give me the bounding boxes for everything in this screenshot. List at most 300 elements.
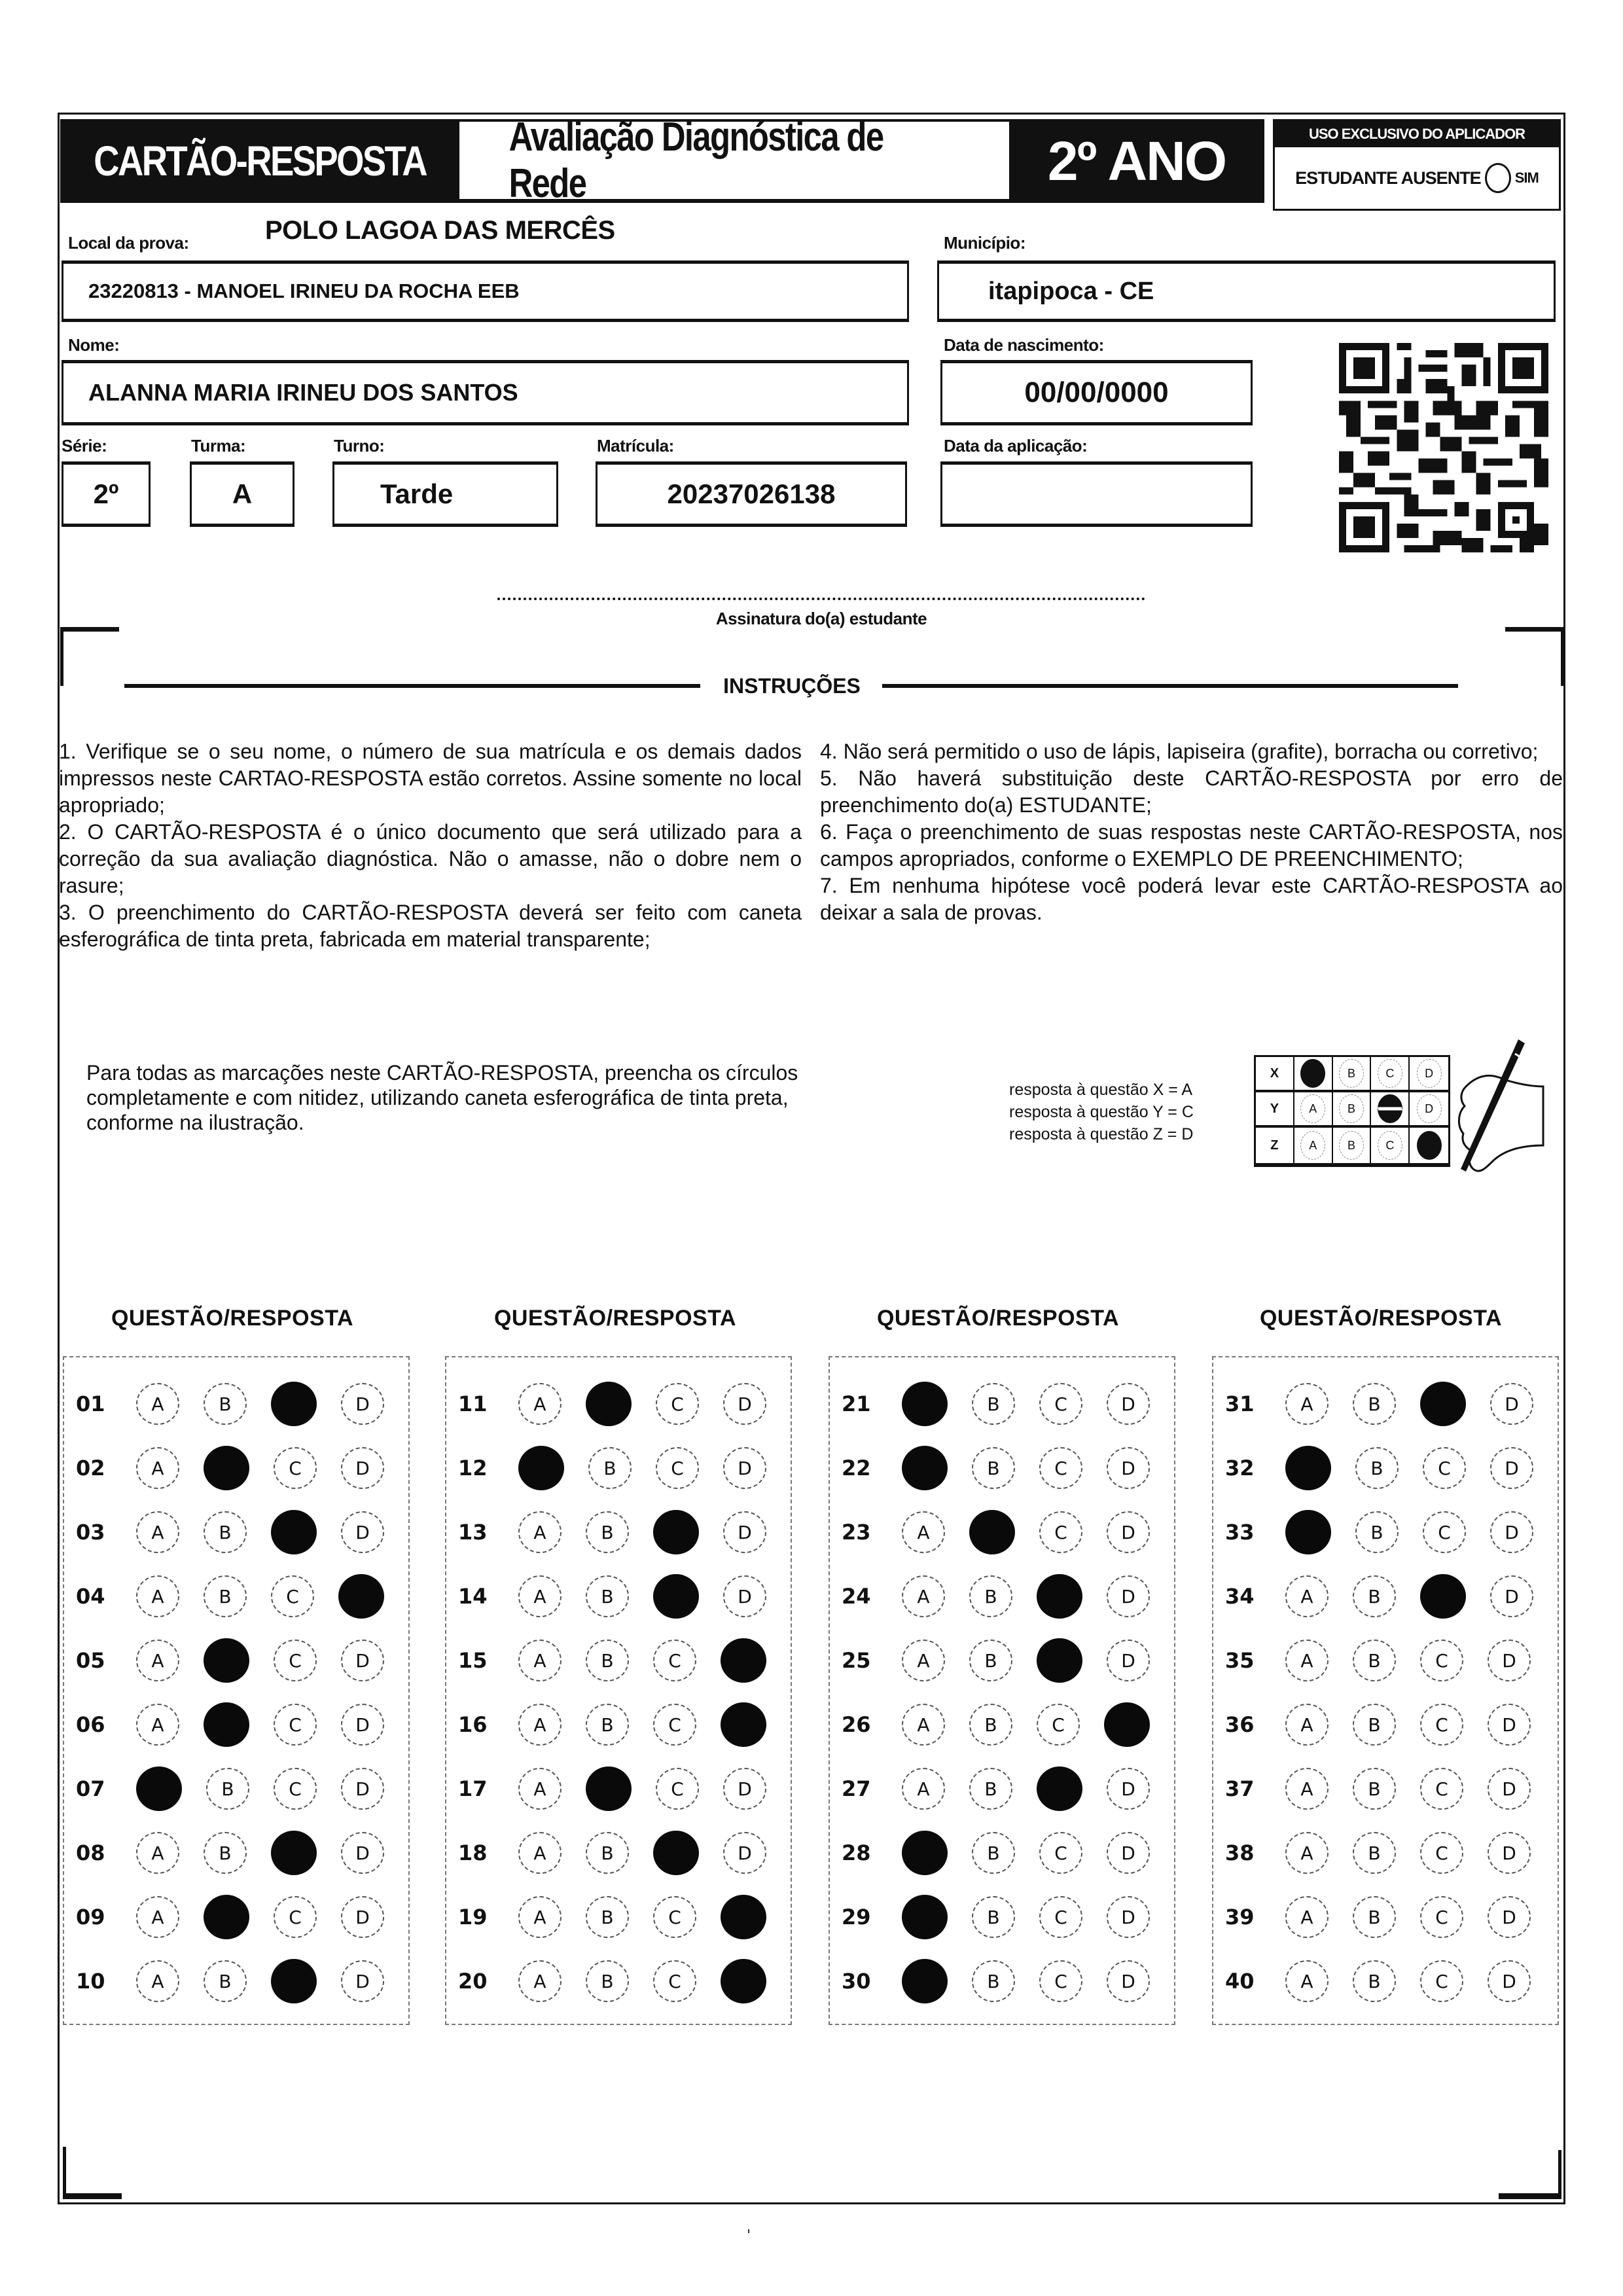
answer-bubble[interactable]: A	[902, 1575, 945, 1617]
answer-bubble-marked[interactable]	[586, 1767, 632, 1811]
nascimento-value: 00/00/0000	[1024, 376, 1169, 408]
answer-bubble[interactable]: D	[341, 1383, 384, 1425]
answer-bubble[interactable]: B	[1353, 1896, 1396, 1938]
answer-row	[446, 1693, 791, 1757]
answer-bubble[interactable]: A	[136, 1383, 179, 1425]
corner-mark-top-right	[1505, 627, 1564, 686]
answer-bubble-marked[interactable]	[653, 1574, 699, 1619]
answer-bubble[interactable]: D	[341, 1640, 384, 1681]
answer-bubble[interactable]: B	[204, 1511, 247, 1553]
turno-label: Turno:	[334, 436, 385, 456]
question-number: 12	[458, 1456, 488, 1480]
answer-row	[1213, 1436, 1558, 1500]
answer-bubble-marked[interactable]	[271, 1831, 317, 1875]
answer-bubble[interactable]: B	[206, 1768, 249, 1810]
answer-bubble[interactable]: D	[1490, 1447, 1533, 1489]
answers-header-3: QUESTÃO/RESPOSTA	[876, 1306, 1120, 1331]
answer-row	[1213, 1885, 1558, 1949]
answer-bubble[interactable]: C	[1420, 1704, 1463, 1746]
answer-row	[64, 1693, 408, 1757]
question-number: 14	[458, 1584, 488, 1609]
question-number: 18	[458, 1840, 488, 1865]
serie-label: Série:	[62, 436, 107, 456]
answer-bubble[interactable]: A	[136, 1575, 179, 1617]
answer-row	[1213, 1500, 1558, 1564]
answer-bubble[interactable]: B	[586, 1960, 629, 2002]
instructions-left	[59, 738, 802, 953]
answer-bubble-marked[interactable]	[1104, 1702, 1150, 1747]
answer-bubble[interactable]: B	[204, 1575, 247, 1617]
answer-block-1	[63, 1356, 410, 2025]
question-number: 26	[842, 1712, 871, 1737]
local-value: POLO LAGOA DAS MERCÊS	[265, 216, 615, 245]
question-number: 08	[76, 1840, 105, 1865]
answer-bubble[interactable]: C	[274, 1896, 317, 1938]
example-grid	[1254, 1055, 1450, 1167]
question-number: 09	[76, 1905, 105, 1929]
instructions-rule-right	[882, 684, 1458, 688]
answer-bubble[interactable]: D	[723, 1768, 766, 1810]
question-number: 04	[76, 1584, 105, 1609]
answer-row	[64, 1436, 408, 1500]
answer-bubble-marked[interactable]	[204, 1702, 249, 1747]
answer-bubble-marked[interactable]	[902, 1959, 948, 2003]
answer-bubble[interactable]: C	[656, 1383, 699, 1425]
example-bubble: D	[1417, 1094, 1442, 1123]
answer-bubble[interactable]: B	[586, 1640, 629, 1681]
answer-bubble[interactable]: A	[136, 1447, 179, 1489]
answer-bubble[interactable]: D	[1488, 1704, 1531, 1746]
answer-bubble-marked[interactable]	[1285, 1510, 1331, 1554]
answer-bubble-marked[interactable]	[204, 1638, 249, 1683]
answer-bubble[interactable]: C	[1039, 1511, 1082, 1553]
answer-bubble[interactable]: B	[1355, 1447, 1399, 1489]
answer-bubble[interactable]: B	[586, 1896, 629, 1938]
answer-bubble[interactable]: C	[1039, 1896, 1082, 1938]
example-bubble-filled	[1378, 1094, 1402, 1123]
answer-bubble[interactable]: C	[656, 1768, 699, 1810]
municipio-label: Município:	[944, 233, 1026, 253]
answer-row	[830, 1564, 1174, 1628]
answer-bubble[interactable]: B	[969, 1704, 1012, 1746]
applicator-box	[1273, 119, 1561, 211]
question-number: 20	[458, 1969, 488, 1994]
answer-bubble[interactable]: D	[1490, 1575, 1533, 1617]
answer-bubble[interactable]: D	[1107, 1511, 1150, 1553]
question-number: 37	[1225, 1776, 1255, 1801]
answer-bubble[interactable]: A	[1285, 1575, 1329, 1617]
question-number: 17	[458, 1776, 488, 1801]
example-bubble: B	[1339, 1131, 1364, 1160]
answer-bubble[interactable]: B	[588, 1447, 632, 1489]
turno-value: Tarde	[380, 478, 454, 509]
answer-bubble[interactable]: D	[1107, 1768, 1150, 1810]
answer-bubble[interactable]: C	[1039, 1447, 1082, 1489]
turma-value: A	[232, 478, 253, 509]
answer-bubble[interactable]: B	[969, 1768, 1012, 1810]
answer-bubble[interactable]: D	[341, 1960, 384, 2002]
answer-row	[64, 1500, 408, 1564]
answer-row	[446, 1500, 791, 1564]
answer-bubble[interactable]: B	[969, 1640, 1012, 1681]
nome-value: ALANNA MARIA IRINEU DOS SANTOS	[88, 379, 518, 406]
answer-bubble-marked[interactable]	[721, 1702, 766, 1747]
evaluation-title: Avaliação Diagnóstica de Rede	[459, 122, 1009, 199]
nome-label: Nome:	[68, 335, 120, 355]
answer-row	[830, 1757, 1174, 1821]
answer-row	[446, 1372, 791, 1436]
serie-field	[62, 461, 151, 527]
grade-label: 2º ANO	[1047, 130, 1226, 192]
answer-bubble[interactable]: C	[271, 1575, 314, 1617]
example-row-z	[1256, 1128, 1448, 1163]
example-bubble: C	[1378, 1059, 1402, 1088]
answer-bubble[interactable]: D	[341, 1511, 384, 1553]
instruction-1: 1. Verifique se o seu nome, o número de sua matrícula e os demais dados impressos neste CARTAO-RESPOSTA estão corretos. Assine somente no local apropriado;	[59, 740, 802, 817]
example-row-y	[1256, 1092, 1448, 1128]
answer-bubble[interactable]: D	[1488, 1768, 1531, 1810]
answer-bubble-marked[interactable]	[902, 1895, 948, 1939]
answer-bubble-marked[interactable]	[271, 1959, 317, 2003]
answer-bubble[interactable]: A	[518, 1896, 562, 1938]
answer-bubble[interactable]: D	[1488, 1832, 1531, 1874]
answer-bubble[interactable]: D	[723, 1832, 766, 1874]
signature-label: Assinatura do(a) estudante	[715, 609, 927, 628]
question-number: 33	[1225, 1520, 1255, 1545]
answer-block-4	[1212, 1356, 1559, 2025]
question-number: 22	[842, 1456, 871, 1480]
municipio-value: itapipoca - CE	[988, 277, 1154, 305]
turma-label: Turma:	[191, 436, 246, 456]
answer-bubble[interactable]: B	[586, 1704, 629, 1746]
answer-bubble[interactable]: B	[1353, 1640, 1396, 1681]
answer-bubble-marked[interactable]	[586, 1382, 632, 1426]
answer-bubble-marked[interactable]	[204, 1895, 249, 1939]
answer-bubble-marked[interactable]	[653, 1510, 699, 1554]
answer-bubble[interactable]: A	[136, 1832, 179, 1874]
answer-bubble[interactable]: D	[341, 1704, 384, 1746]
corner-mark-bottom-right	[1499, 2150, 1561, 2199]
answer-bubble-marked[interactable]	[653, 1831, 699, 1875]
answer-bubble[interactable]: A	[518, 1575, 562, 1617]
absent-option-label: SIM	[1514, 170, 1539, 186]
answer-bubble[interactable]: D	[723, 1447, 766, 1489]
answer-bubble[interactable]: D	[341, 1832, 384, 1874]
answer-bubble[interactable]: A	[136, 1960, 179, 2002]
answer-bubble[interactable]: A	[1285, 1768, 1329, 1810]
answer-bubble[interactable]: B	[972, 1832, 1015, 1874]
answer-row	[446, 1628, 791, 1693]
answer-row	[1213, 1372, 1558, 1436]
turno-field	[332, 461, 558, 527]
answer-bubble[interactable]: A	[518, 1704, 562, 1746]
answer-bubble-marked[interactable]	[338, 1574, 384, 1619]
answer-bubble[interactable]: C	[274, 1704, 317, 1746]
question-number: 16	[458, 1712, 488, 1737]
answer-bubble-marked[interactable]	[1037, 1574, 1082, 1619]
answer-block-2	[445, 1356, 792, 2025]
answer-row	[446, 1564, 791, 1628]
answer-bubble-marked[interactable]	[969, 1510, 1015, 1554]
answer-bubble[interactable]: C	[1423, 1447, 1466, 1489]
aplicacao-field[interactable]	[940, 461, 1253, 527]
example-row-x	[1256, 1057, 1448, 1092]
instructions-rule-left	[124, 684, 700, 688]
answer-bubble-marked[interactable]	[1037, 1638, 1082, 1683]
example-bubble: A	[1300, 1094, 1325, 1123]
answer-bubble[interactable]: B	[204, 1960, 247, 2002]
answer-bubble[interactable]: B	[1353, 1960, 1396, 2002]
answer-bubble[interactable]: B	[972, 1383, 1015, 1425]
answer-bubble[interactable]: C	[1039, 1960, 1082, 2002]
answer-bubble[interactable]: B	[1353, 1383, 1396, 1425]
answer-bubble[interactable]: D	[1488, 1640, 1531, 1681]
corner-mark-bottom-left	[63, 2147, 122, 2199]
question-number: 02	[76, 1456, 105, 1480]
answer-row	[64, 1628, 408, 1693]
answer-bubble[interactable]: B	[972, 1447, 1015, 1489]
answer-bubble[interactable]: C	[1039, 1383, 1082, 1425]
card-title: CARTÃO-RESPOSTA	[94, 137, 427, 185]
answer-bubble[interactable]: B	[204, 1832, 247, 1874]
answer-row	[830, 1372, 1174, 1436]
instruction-6: 6. Faça o preenchimento de suas respostas neste CARTÃO-RESPOSTA, nos campos apropriados, conforme o EXEMPLO DE PREENCHIMENTO;	[820, 820, 1563, 870]
answer-bubble[interactable]: B	[1355, 1511, 1399, 1553]
answer-bubble[interactable]: B	[1353, 1768, 1396, 1810]
answer-bubble-marked[interactable]	[1420, 1382, 1466, 1426]
question-number: 38	[1225, 1840, 1255, 1865]
answer-bubble[interactable]: A	[1285, 1640, 1329, 1681]
answers-header-4: QUESTÃO/RESPOSTA	[1259, 1306, 1503, 1331]
answer-bubble[interactable]: A	[518, 1960, 562, 2002]
example-question-label: Z	[1256, 1128, 1294, 1163]
answer-block-3	[829, 1356, 1175, 2025]
example-legend-x: resposta à questão X = A	[1009, 1081, 1193, 1099]
question-number: 28	[842, 1840, 871, 1865]
answer-bubble[interactable]: A	[136, 1704, 179, 1746]
answer-bubble-marked[interactable]	[204, 1446, 249, 1490]
answer-bubble[interactable]: C	[274, 1768, 317, 1810]
answer-bubble-marked[interactable]	[136, 1767, 182, 1811]
question-number: 29	[842, 1905, 871, 1929]
answer-row	[830, 1693, 1174, 1757]
question-number: 35	[1225, 1648, 1255, 1673]
answer-bubble[interactable]: D	[341, 1768, 384, 1810]
question-number: 39	[1225, 1905, 1255, 1929]
answer-bubble[interactable]: C	[1037, 1704, 1080, 1746]
answer-bubble[interactable]: B	[969, 1575, 1012, 1617]
instruction-4: 4. Não será permitido o uso de lápis, lapiseira (grafite), borracha ou corretivo;	[820, 740, 1539, 763]
answer-row	[64, 1757, 408, 1821]
answer-bubble-marked[interactable]	[518, 1446, 564, 1490]
answer-row	[446, 1757, 791, 1821]
example-question-label: Y	[1256, 1092, 1294, 1125]
absent-bubble[interactable]	[1485, 163, 1511, 193]
question-number: 06	[76, 1712, 105, 1737]
example-legend-y: resposta à questão Y = C	[1009, 1103, 1194, 1121]
answer-bubble[interactable]: A	[1285, 1896, 1329, 1938]
answer-bubble[interactable]: A	[136, 1640, 179, 1681]
answer-bubble[interactable]: D	[1107, 1832, 1150, 1874]
example-bubble-filled	[1300, 1059, 1325, 1088]
answer-bubble-marked[interactable]	[271, 1382, 317, 1426]
answer-bubble[interactable]: C	[1420, 1768, 1463, 1810]
answer-bubble[interactable]: C	[274, 1640, 317, 1681]
answer-bubble[interactable]: C	[653, 1704, 696, 1746]
answer-bubble[interactable]: A	[1285, 1960, 1329, 2002]
question-number: 23	[842, 1520, 871, 1545]
answer-bubble[interactable]: C	[1420, 1640, 1463, 1681]
corner-mark-top-left	[60, 627, 119, 686]
answer-bubble[interactable]: B	[1353, 1575, 1396, 1617]
answer-bubble[interactable]: D	[1488, 1960, 1531, 2002]
answer-bubble[interactable]: B	[586, 1575, 629, 1617]
answer-row	[830, 1821, 1174, 1885]
answer-bubble[interactable]: B	[1353, 1704, 1396, 1746]
absent-label: ESTUDANTE AUSENTE	[1295, 168, 1481, 188]
instruction-7: 7. Em nenhuma hipótese você poderá levar este CARTÃO-RESPOSTA ao deixar a sala de provas.	[820, 874, 1563, 924]
answer-bubble-marked[interactable]	[1420, 1574, 1466, 1619]
answer-row	[446, 1821, 791, 1885]
answer-row	[64, 1564, 408, 1628]
example-bubble: C	[1378, 1131, 1402, 1160]
absent-row	[1275, 147, 1559, 209]
question-number: 27	[842, 1776, 871, 1801]
answer-bubble[interactable]: D	[1107, 1383, 1150, 1425]
example-bubble: B	[1339, 1094, 1364, 1123]
example-legend-z: resposta à questão Z = D	[1009, 1125, 1194, 1143]
answer-bubble[interactable]: D	[341, 1896, 384, 1938]
answer-bubble-marked[interactable]	[721, 1895, 766, 1939]
answer-bubble[interactable]: C	[1420, 1896, 1463, 1938]
question-number: 15	[458, 1648, 488, 1673]
answer-bubble[interactable]: C	[653, 1896, 696, 1938]
answer-bubble-marked[interactable]	[721, 1638, 766, 1683]
instruction-2: 2. O CARTÃO-RESPOSTA é o único documento que será utilizado para a correção da sua avaliação diagnóstica. Não o amasse, não o dobre nem o rasure;	[59, 820, 802, 897]
question-number: 36	[1225, 1712, 1255, 1737]
answer-bubble[interactable]: C	[1423, 1511, 1466, 1553]
answers-header-1: QUESTÃO/RESPOSTA	[111, 1306, 354, 1331]
example-bubble: A	[1300, 1131, 1325, 1160]
answer-bubble[interactable]: D	[1107, 1575, 1150, 1617]
answer-bubble[interactable]: A	[136, 1896, 179, 1938]
answer-bubble[interactable]: C	[1039, 1832, 1082, 1874]
applicator-title: USO EXCLUSIVO DO APLICADOR	[1275, 121, 1559, 147]
question-number: 31	[1225, 1391, 1255, 1416]
matricula-field	[596, 461, 907, 527]
instruction-5: 5. Não haverá substituição deste CARTÃO-RESPOSTA por erro de preenchimento do(a) ESTUDANTE;	[820, 766, 1563, 817]
school-field	[62, 260, 909, 322]
answer-bubble[interactable]: C	[1420, 1832, 1463, 1874]
answer-bubble-marked[interactable]	[902, 1382, 948, 1426]
answer-bubble[interactable]: D	[1107, 1447, 1150, 1489]
answer-bubble[interactable]: A	[518, 1383, 562, 1425]
fill-instructions: Para todas as marcações neste CARTÃO-RESPOSTA, preencha os círculos completamente e com nitidez, utilizando caneta esferográfica de tinta preta, conforme na ilustração.	[86, 1061, 798, 1134]
answer-bubble[interactable]: B	[972, 1960, 1015, 2002]
answer-bubble[interactable]: A	[136, 1511, 179, 1553]
answer-row	[1213, 1564, 1558, 1628]
example-question-label: X	[1256, 1057, 1294, 1090]
answer-bubble[interactable]: D	[341, 1447, 384, 1489]
answer-bubble[interactable]: B	[586, 1832, 629, 1874]
question-number: 11	[458, 1391, 488, 1416]
question-number: 19	[458, 1905, 488, 1929]
answer-row	[830, 1500, 1174, 1564]
turma-field	[190, 461, 294, 527]
answer-bubble[interactable]: B	[204, 1383, 247, 1425]
answer-bubble[interactable]: C	[1420, 1960, 1463, 2002]
answer-bubble-marked[interactable]	[902, 1831, 948, 1875]
answer-bubble[interactable]: A	[518, 1768, 562, 1810]
answer-bubble[interactable]: D	[1107, 1896, 1150, 1938]
answer-bubble[interactable]: A	[902, 1768, 945, 1810]
answer-bubble[interactable]: D	[723, 1383, 766, 1425]
answer-bubble[interactable]: C	[653, 1960, 696, 2002]
answer-bubble[interactable]: A	[902, 1640, 945, 1681]
answer-bubble[interactable]: D	[1107, 1640, 1150, 1681]
hand-pencil-icon	[1427, 1034, 1544, 1191]
question-number: 21	[842, 1391, 871, 1416]
answer-bubble[interactable]: A	[518, 1511, 562, 1553]
answer-bubble[interactable]: D	[1490, 1383, 1533, 1425]
answer-bubble[interactable]: D	[723, 1575, 766, 1617]
signature-line[interactable]	[497, 598, 1145, 600]
answer-bubble[interactable]: B	[972, 1896, 1015, 1938]
answer-bubble[interactable]: C	[274, 1447, 317, 1489]
answer-bubble[interactable]: C	[653, 1640, 696, 1681]
answer-bubble[interactable]: A	[518, 1832, 562, 1874]
answer-row	[830, 1885, 1174, 1949]
nome-field	[62, 360, 909, 425]
qr-code	[1339, 343, 1548, 552]
question-number: 03	[76, 1520, 105, 1545]
answer-bubble[interactable]: D	[1490, 1511, 1533, 1553]
answer-bubble[interactable]: C	[656, 1447, 699, 1489]
answer-row	[1213, 1628, 1558, 1693]
answer-bubble-marked[interactable]	[271, 1510, 317, 1554]
answer-row	[1213, 1949, 1558, 2013]
answer-bubble[interactable]: A	[1285, 1832, 1329, 1874]
answer-bubble[interactable]: D	[723, 1511, 766, 1553]
example-legend	[1009, 1079, 1194, 1145]
example-bubble: B	[1339, 1059, 1364, 1088]
matricula-value: 20237026138	[667, 478, 836, 509]
answer-bubble[interactable]: A	[518, 1640, 562, 1681]
answer-row	[446, 1436, 791, 1500]
answer-bubble[interactable]: A	[1285, 1704, 1329, 1746]
instruction-3: 3. O preenchimento do CARTÃO-RESPOSTA deverá ser feito com caneta esferográfica de tinta preta, fabricada em material transparente;	[59, 901, 802, 951]
answer-bubble[interactable]: B	[586, 1511, 629, 1553]
answer-bubble-marked[interactable]	[902, 1446, 948, 1490]
answer-row	[446, 1949, 791, 2013]
answer-bubble-marked[interactable]	[1037, 1767, 1082, 1811]
page-mark	[748, 2229, 749, 2233]
answer-bubble[interactable]: A	[1285, 1383, 1329, 1425]
answer-bubble[interactable]: D	[1488, 1896, 1531, 1938]
answer-bubble[interactable]: B	[1353, 1832, 1396, 1874]
answer-bubble[interactable]: A	[902, 1511, 945, 1553]
answer-row	[830, 1436, 1174, 1500]
answer-row	[446, 1885, 791, 1949]
answer-bubble-marked[interactable]	[721, 1959, 766, 2003]
answer-bubble[interactable]: A	[902, 1704, 945, 1746]
answer-bubble-marked[interactable]	[1285, 1446, 1331, 1490]
question-number: 34	[1225, 1584, 1255, 1609]
answer-bubble[interactable]: D	[1107, 1960, 1150, 2002]
matricula-label: Matrícula:	[597, 436, 674, 456]
aplicacao-label: Data da aplicação:	[944, 436, 1088, 456]
answer-row	[830, 1628, 1174, 1693]
